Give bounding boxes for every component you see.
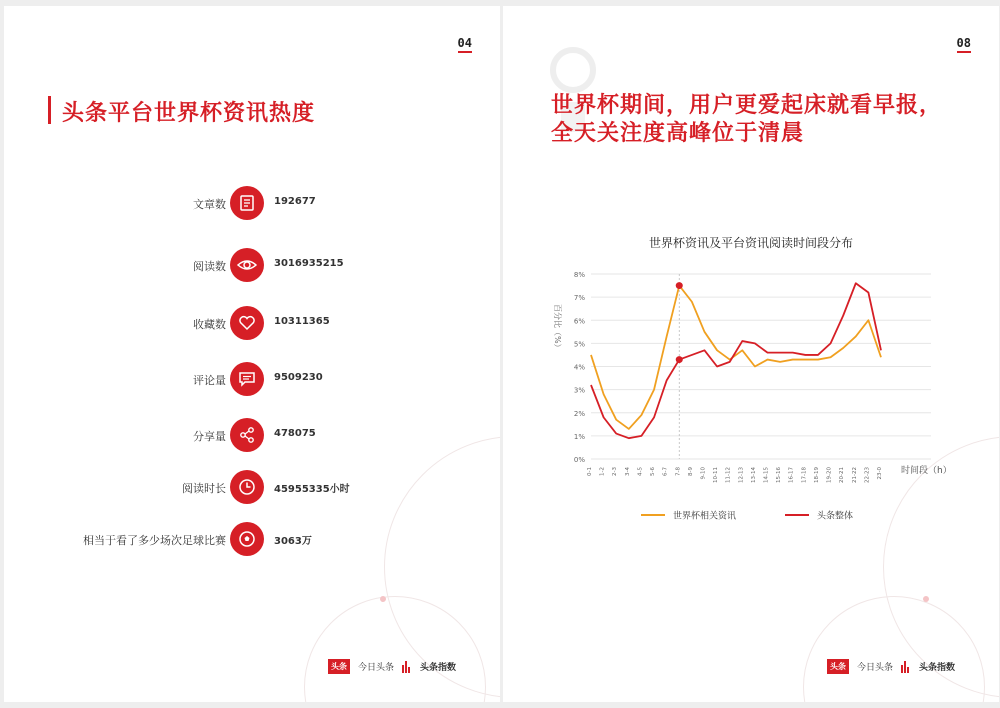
x-tick-label: 17-18	[801, 467, 808, 483]
x-tick-label: 7-8	[675, 467, 682, 476]
left-page	[4, 6, 500, 702]
footer-logos	[827, 659, 955, 674]
legend-label: 头条整体	[817, 511, 854, 522]
y-tick-label: 1%	[573, 432, 585, 441]
x-tick-label: 11-12	[725, 467, 732, 483]
y-tick-label: 2%	[573, 409, 585, 418]
y-tick-label: 4%	[573, 363, 585, 372]
stat-row-favorites	[4, 304, 500, 344]
page-title-line-1: 世界杯期间，用户更爱起床就看早报，	[551, 93, 943, 118]
legend-label: 世界杯相关资讯	[673, 511, 737, 522]
stat-row-shares	[4, 416, 500, 456]
x-tick-label: 14-15	[763, 467, 770, 483]
right-page	[503, 6, 999, 702]
toutiao-index-logo-icon	[402, 661, 410, 673]
stat-label: 收藏数	[193, 318, 226, 331]
x-tick-label: 16-17	[788, 467, 795, 483]
page-number: 04	[457, 36, 472, 50]
soccer-ball-icon	[230, 522, 264, 556]
x-tick-label: 20-21	[839, 467, 846, 483]
y-tick-label: 8%	[573, 271, 585, 279]
y-tick-label: 5%	[573, 340, 585, 349]
x-tick-label: 12-13	[738, 467, 745, 483]
toutiao-logo-text: 今日头条	[357, 663, 394, 673]
toutiao-index-logo-icon	[901, 661, 909, 673]
stat-value: 9509230	[274, 372, 323, 383]
toutiao-index-logo-text: 头条指数	[918, 663, 955, 673]
stat-label: 阅读时长	[182, 482, 226, 495]
x-axis-label: 时间段（h）	[901, 466, 952, 476]
eye-icon	[230, 248, 264, 282]
x-tick-label: 1-2	[599, 467, 606, 476]
page-title-line-2: 全天关注度高峰位于清晨	[551, 121, 805, 146]
page-title	[551, 92, 942, 148]
footer-logos	[328, 659, 456, 674]
x-tick-label: 22-23	[864, 467, 871, 483]
x-tick-label: 13-14	[750, 467, 757, 483]
toutiao-badge: 头条	[827, 659, 849, 674]
x-tick-label: 23-0	[877, 467, 883, 480]
x-tick-label: 5-6	[650, 467, 657, 476]
x-tick-label: 15-16	[776, 467, 783, 483]
stat-label: 相当于看了多少场次足球比赛	[83, 534, 226, 547]
x-tick-label: 6-7	[662, 467, 669, 476]
line-chart	[503, 256, 999, 546]
y-tick-label: 7%	[573, 294, 585, 303]
page-number: 08	[956, 36, 971, 50]
x-tick-label: 10-11	[713, 467, 720, 483]
y-tick-label: 3%	[573, 386, 585, 395]
x-tick-label: 0-1	[587, 467, 593, 476]
x-tick-label: 19-20	[826, 467, 833, 483]
highlight-point	[676, 282, 683, 289]
clock-icon	[230, 470, 264, 504]
document-icon	[230, 186, 264, 220]
toutiao-index-logo-text: 头条指数	[419, 663, 456, 673]
decorative-dot	[923, 596, 929, 602]
series-line-0	[591, 286, 881, 429]
highlight-point	[676, 356, 683, 363]
x-tick-label: 4-5	[637, 467, 644, 476]
stat-row-read-duration	[4, 468, 500, 508]
stat-value: 192677	[274, 196, 316, 207]
x-tick-label: 21-22	[851, 467, 858, 483]
x-tick-label: 2-3	[612, 467, 619, 476]
stat-value: 3063万	[274, 536, 312, 547]
stat-row-comments	[4, 360, 500, 400]
comment-icon	[230, 362, 264, 396]
x-tick-label: 9-10	[700, 467, 707, 480]
y-axis-label: 百分比（%）	[553, 304, 562, 352]
stat-row-match-equivalent	[4, 520, 500, 560]
title-accent-bar	[48, 96, 51, 124]
stat-row-reads	[4, 246, 500, 286]
y-tick-label: 0%	[573, 456, 585, 464]
stat-row-articles	[4, 184, 500, 224]
stat-label: 阅读数	[193, 260, 226, 273]
stat-value: 3016935215	[274, 258, 344, 269]
toutiao-badge: 头条	[328, 659, 350, 674]
page-title: 头条平台世界杯资讯热度	[62, 101, 316, 126]
x-tick-label: 18-19	[813, 467, 820, 483]
stat-value: 45955335小时	[274, 484, 350, 495]
chart-title: 世界杯资讯及平台资讯阅读时间段分布	[648, 236, 853, 250]
stat-label: 评论量	[193, 374, 226, 387]
stat-value: 10311365	[274, 316, 330, 327]
toutiao-logo-text: 今日头条	[856, 663, 893, 673]
stat-label: 文章数	[193, 198, 226, 211]
series-line-1	[591, 283, 881, 438]
x-tick-label: 3-4	[624, 467, 631, 476]
y-tick-label: 6%	[573, 317, 585, 326]
share-icon	[230, 418, 264, 452]
decorative-dot	[380, 596, 386, 602]
stat-label: 分享量	[193, 430, 226, 443]
x-tick-label: 8-9	[687, 467, 694, 476]
stat-value: 478075	[274, 428, 316, 439]
heart-icon	[230, 306, 264, 340]
